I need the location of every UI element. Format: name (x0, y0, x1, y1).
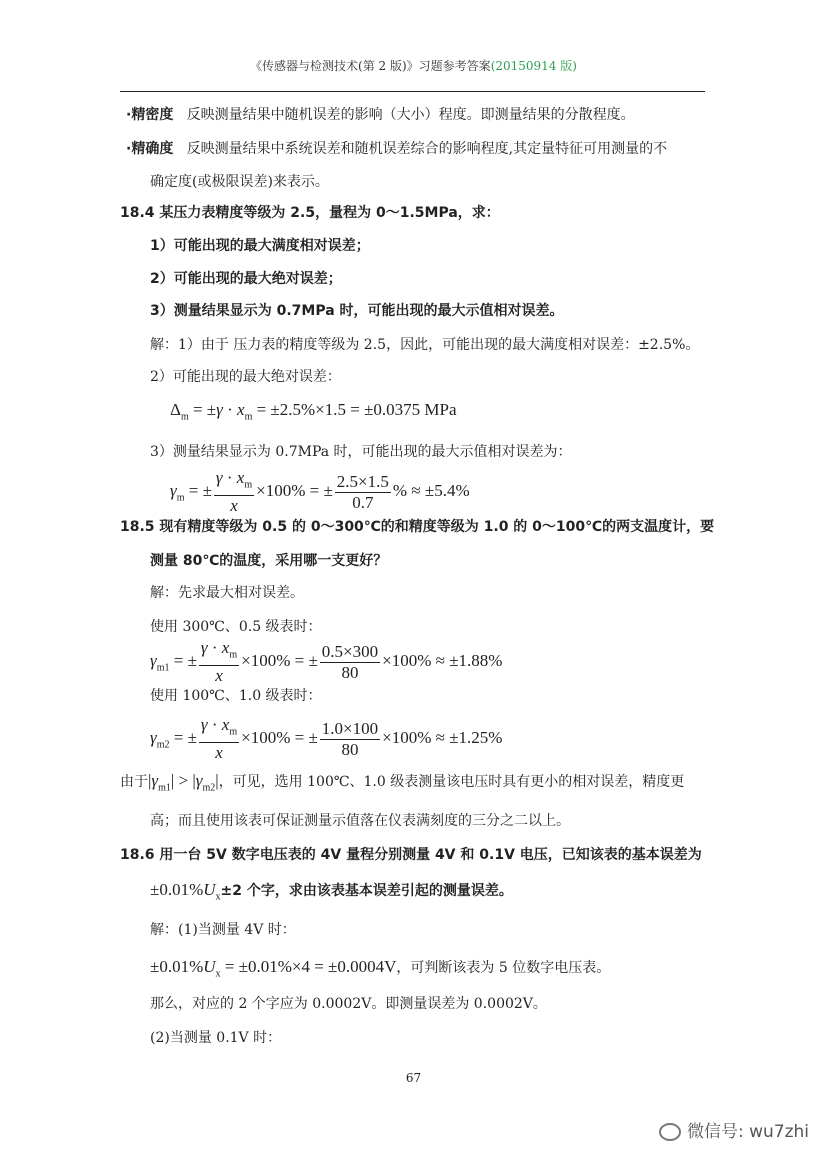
formula: $\pm 0.01\%U_x = \pm 0.01\%\times 4 = \pm 0.0004V$ (150, 957, 397, 980)
paragraph: 确定度(或极限误差)来表示。 (150, 174, 329, 190)
answer-line: 使用 300℃、0.5 级表时： (150, 619, 322, 635)
text: ，可判断该表为 5 位数字电压表。 (396, 960, 611, 976)
formula: $\gamma_m$ = ± $\frac{\gamma \cdot x_m}{x}$ ×100% = ± $\frac{2.5\times 1.5}{0.7}$ % ≈ ±5.4% (170, 468, 470, 516)
term: ·精密度 (126, 107, 174, 123)
formula: $\Delta_m = \pm\gamma \cdot x_m = \pm 2.5\%\times 1.5 = \pm 0.0375$ MPa (170, 400, 457, 423)
text: ，可见，选用 100℃、1.0 级表测量该电压时具有更小的相对误差，精度更 (218, 774, 685, 790)
text: 由于 (120, 774, 148, 790)
text: ±2 个字，求由该表基本误差引起的测量误差。 (220, 883, 513, 899)
formula: $\pm 0.01\%U_x$ (150, 880, 221, 903)
header-title: 《传感器与检测技术(第 2 版)》习题参考答案 (250, 59, 491, 73)
question-heading: 18.6 用一台 5V 数字电压表的 4V 量程分别测量 4V 和 0.1V 电压，已知该表的基本误差为 (120, 847, 702, 863)
watermark (659, 1122, 809, 1142)
watermark-text: 微信号: wu7zhi (686, 1122, 809, 1142)
term: ·精确度 (126, 141, 174, 157)
definition: 反映测量结果中系统误差和随机误差综合的影响程度,其定量特征可用测量的不 (186, 141, 668, 157)
header-version: (20150914 版) (490, 59, 577, 73)
answer-line: 高；而且使用该表可保证测量示值落在仪表满刻度的三分之二以上。 (150, 813, 570, 829)
formula: $\gamma_{m2}$ = ± $\frac{\gamma \cdot x_m}{x}$ ×100% = ± $\frac{1.0\times 100}{80}$ ×100% ≈ ±1.25% (150, 715, 503, 763)
answer-line: 那么，对应的 2 个字应为 0.0002V。即测量误差为 0.0002V。 (150, 996, 547, 1012)
running-header (0, 56, 827, 76)
answer-line: 3）测量结果显示为 0.7MPa 时，可能出现的最大示值相对误差为： (150, 444, 572, 460)
answer-line: 解：1）由于 压力表的精度等级为 2.5，因此，可能出现的最大满度相对误差：±2.5%。 (150, 337, 700, 353)
answer-line: 解：先求最大相对误差。 (150, 585, 304, 601)
accuracy-line (126, 139, 667, 159)
answer-line (120, 771, 684, 798)
question-item: 1）可能出现的最大满度相对误差； (150, 238, 370, 254)
question-item: 3）测量结果显示为 0.7MPa 时，可能出现的最大示值相对误差。 (150, 303, 564, 319)
definition: 反映测量结果中随机误差的影响（大小）程度。即测量结果的分散程度。 (186, 107, 635, 123)
question-item: 2）可能出现的最大绝对误差； (150, 271, 342, 287)
page-number: 67 (405, 1071, 422, 1085)
answer-line: (2)当测量 0.1V 时： (150, 1030, 282, 1046)
answer-line: 解：(1)当测量 4V 时： (150, 922, 296, 938)
question-heading: 18.5 现有精度等级为 0.5 的 0～300℃的和精度等级为 1.0 的 0～100℃的两支温度计，要 (120, 519, 715, 535)
question-heading (150, 880, 513, 907)
answer-line (150, 957, 610, 984)
question-heading: 18.4 某压力表精度等级为 2.5，量程为 0～1.5MPa，求： (120, 205, 500, 221)
formula: $|\gamma_{m1}| > |\gamma_{m2}|$ (148, 771, 219, 794)
answer-line: 使用 100℃、1.0 级表时： (150, 688, 322, 704)
precision-line (126, 105, 635, 125)
formula: $\gamma_{m1}$ = ± $\frac{\gamma \cdot x_m}{x}$ ×100% = ± $\frac{0.5\times 300}{80}$ ×100% ≈ ±1.88% (150, 638, 503, 686)
question-heading: 测量 80℃的温度，采用哪一支更好？ (150, 553, 388, 569)
wechat-icon (659, 1123, 681, 1141)
header-rule (120, 91, 705, 92)
answer-line: 2）可能出现的最大绝对误差： (150, 369, 341, 385)
